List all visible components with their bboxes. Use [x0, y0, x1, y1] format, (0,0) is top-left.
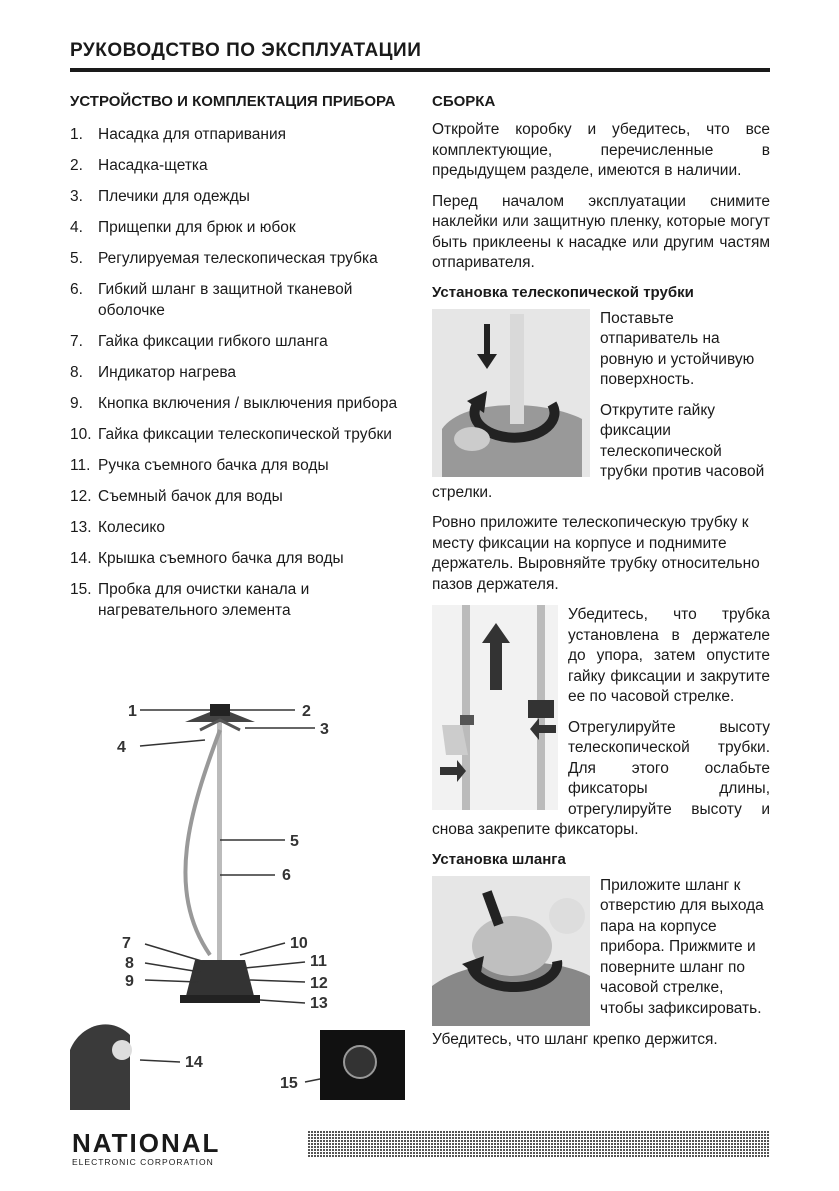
callout-label: 6	[282, 867, 291, 884]
callout-label: 12	[310, 975, 328, 992]
left-column	[70, 93, 410, 631]
components-title: УСТРОЙСТВО И КОМПЛЕКТАЦИЯ ПРИБОРА	[70, 93, 396, 110]
subsection-title: Установка телескопической трубки	[432, 283, 694, 301]
callout-label: 9	[125, 973, 134, 990]
callout-label: 15	[280, 1075, 298, 1092]
subsection-title: Установка шланга	[432, 850, 566, 868]
callout-label: 1	[128, 703, 137, 720]
callout-label: 14	[185, 1054, 203, 1071]
callout-label: 4	[117, 739, 126, 756]
callout-label: 11	[310, 953, 327, 970]
list-item: 8. Индикатор нагрева	[70, 364, 237, 381]
paragraph: Убедитесь, что трубка установлена в держателе до упора, затем опустите гайку фиксации и закрутите ее по часовой стрелке.	[568, 606, 770, 705]
pole-install-photo	[432, 309, 590, 477]
list-item: 7. Гайка фиксации гибкого шланга	[70, 333, 328, 350]
paragraph: Открутите гайку фиксации телескопической трубки против часовой стрелки.	[432, 401, 765, 501]
hose-install-photo	[432, 876, 590, 1026]
tank-lid-photo	[70, 1024, 130, 1110]
footer-pattern	[308, 1131, 770, 1157]
paragraph: Приложите шланг к отверстию для выхода пара на корпусе прибора. Прижмите и поверните шланг по часовой стрелке, чтобы зафиксировать.	[600, 876, 764, 1017]
assembly-title: СБОРКА	[432, 93, 496, 110]
paragraph: Ровно приложите телескопическую трубку к месту фиксации на корпусе и поднимите держатель. Выровняйте трубку относительно пазов держателя.	[432, 514, 760, 593]
list-item: 9. Кнопка включения / выключения прибора	[70, 395, 398, 412]
brand-logo: NATIONAL ELECTRONIC CORPORATION	[72, 1128, 221, 1167]
list-item: 4. Прищепки для брюк и юбок	[70, 219, 296, 236]
callout-label: 13	[310, 995, 328, 1012]
steamer-diagram	[70, 690, 420, 1110]
callout-label: 2	[302, 703, 311, 720]
callout-label: 10	[290, 935, 308, 952]
list-item: 3. Плечики для одежды	[70, 188, 250, 205]
callout-label: 7	[122, 935, 131, 952]
list-item: 13. Колесико	[70, 519, 165, 536]
right-column	[432, 93, 770, 1060]
list-item: 1. Насадка для отпаривания	[70, 126, 287, 143]
list-item: 15. Пробка для очистки канала и нагревательного элемента	[70, 581, 310, 619]
pole-align-photo	[432, 605, 558, 810]
list-item: 11. Ручка съемного бачка для воды	[70, 457, 329, 474]
hose	[185, 730, 220, 955]
list-item: 14. Крышка съемного бачка для воды	[70, 550, 344, 567]
paragraph: Отрегулируйте высоту телескопической трубки. Для этого ослабьте фиксаторы длины, отрегулируйте высоту и снова закрепите фиксаторы.	[432, 718, 770, 838]
header-rule	[70, 68, 770, 72]
paragraph: Убедитесь, что шланг крепко держится.	[432, 1030, 718, 1048]
water-tank	[185, 960, 255, 1000]
list-item: 5. Регулируемая телескопическая трубка	[70, 250, 378, 267]
paragraph: Откройте коробку и убедитесь, что все комплектующие, перечисленные в предыдущем разделе, имеются в наличии.	[432, 121, 770, 179]
components-list	[70, 124, 410, 621]
list-item: 2. Насадка-щетка	[70, 157, 208, 174]
callout-label: 5	[290, 833, 299, 850]
paragraph: Поставьте отпариватель на ровную и устойчивую поверхность.	[600, 309, 755, 388]
page-title: РУКОВОДСТВО ПО ЭКСПЛУАТАЦИИ	[70, 40, 422, 61]
callout-label: 8	[125, 955, 134, 972]
list-item: 6. Гибкий шланг в защитной тканевой оболочке	[70, 281, 353, 319]
list-item: 12. Съемный бачок для воды	[70, 488, 283, 505]
paragraph: Перед началом эксплуатации снимите наклейки или защитную пленку, которые могут быть приклеены к насадке или другим частям отпаривателя.	[432, 192, 770, 271]
list-item: 10. Гайка фиксации телескопической трубки	[70, 426, 392, 443]
callout-label: 3	[320, 721, 329, 738]
